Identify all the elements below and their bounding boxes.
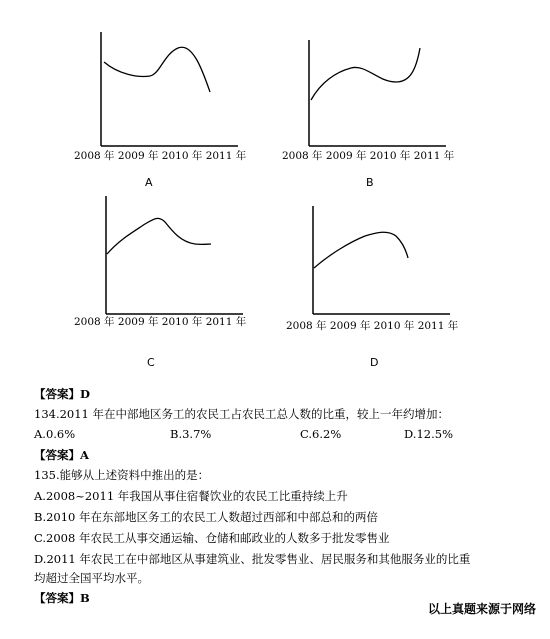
answer-line-3: [34, 590, 90, 606]
chart-a-plot: [98, 32, 238, 152]
x-axis-label: 2008 年 2009 年 2010 年 2011 年: [74, 316, 247, 328]
x-axis-label: 2008 年 2009 年 2010 年 2011 年: [286, 320, 459, 332]
trend-curve: [311, 48, 420, 100]
answer-line-2: [34, 447, 89, 463]
chart-letter-a: A: [145, 176, 153, 189]
chart-d: [286, 206, 459, 332]
chart-b: [282, 40, 455, 162]
answer-value: A: [80, 448, 89, 462]
x-axis-label: 2008 年 2009 年 2010 年 2011 年: [74, 150, 247, 162]
q134-option-b: B.3.7%: [170, 427, 212, 441]
chart-c: [74, 196, 247, 328]
answer-line-1: [34, 386, 90, 402]
answer-tag: 【答案】: [34, 591, 80, 605]
q134-option-a: A.0.6%: [34, 427, 76, 441]
q135-option-d-continued: 均超过全国平均水平。: [34, 571, 149, 585]
trend-curve: [107, 218, 211, 254]
chart-b-plot: [306, 40, 446, 150]
chart-letter-b: B: [366, 176, 374, 189]
trend-curve: [104, 47, 210, 92]
chart-a: [74, 32, 247, 162]
answer-value: D: [80, 387, 90, 401]
answer-value: B: [80, 591, 90, 605]
q135-option-b: B.2010 年在东部地区务工的农民工人数超过西部和中部总和的两倍: [34, 510, 379, 524]
q135-option-d: D.2011 年农民工在中部地区从事建筑业、批发零售业、居民服务和其他服务业的比重: [34, 552, 471, 566]
question-135: 135.能够从上述资料中推出的是：: [34, 468, 210, 482]
chart-letter-d: D: [370, 356, 379, 369]
chart-c-plot: [103, 196, 243, 318]
q134-option-c: C.6.2%: [300, 427, 342, 441]
source-footer: 以上真题来源于网络: [427, 602, 536, 616]
trend-curve: [314, 232, 408, 268]
chart-letter-c: C: [147, 356, 155, 369]
question-134: 134.2011 年在中部地区务工的农民工占农民工总人数的比重，较上一年约增加：: [34, 407, 450, 421]
q135-option-a: A.2008~2011 年我国从事住宿餐饮业的农民工比重持续上升: [34, 489, 348, 503]
answer-tag: 【答案】: [34, 448, 80, 462]
q135-option-c: C.2008 年农民工从事交通运输、仓储和邮政业的人数多于批发零售业: [34, 531, 390, 545]
chart-d-plot: [310, 206, 450, 320]
answer-tag: 【答案】: [34, 387, 80, 401]
x-axis-label: 2008 年 2009 年 2010 年 2011 年: [282, 150, 455, 162]
q134-option-d: D.12.5%: [404, 427, 453, 441]
